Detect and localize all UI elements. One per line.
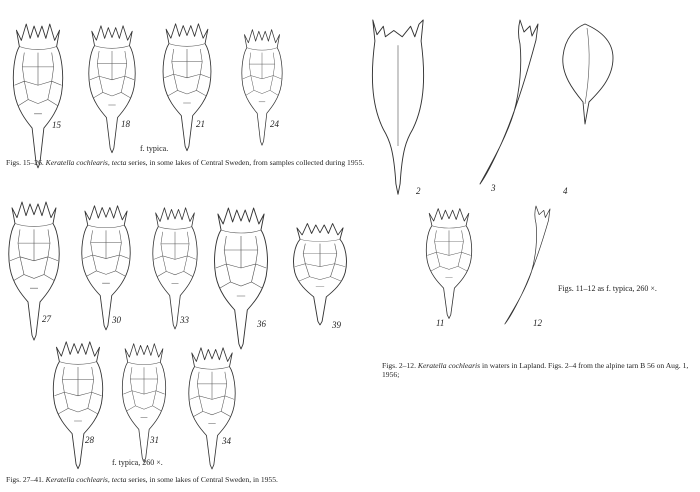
figure-39 — [294, 223, 347, 325]
caption-right-species: Keratella cochlearis — [417, 361, 481, 370]
caption-top-left-series: tecta — [111, 158, 127, 167]
caption-bottom-left-species: Keratella cochlearis, — [45, 475, 110, 484]
figure-label-34: 34 — [222, 436, 231, 446]
figure-21 — [163, 24, 211, 151]
caption-bottom-left — [6, 475, 386, 484]
figure-label-18: 18 — [121, 119, 130, 129]
figure-label-30: 30 — [112, 315, 121, 325]
figure-3 — [480, 20, 538, 184]
typica-label-bottom: f. typica, 260 ×. — [112, 458, 163, 467]
figure-label-28: 28 — [85, 435, 94, 445]
figure-label-11: 11 — [436, 318, 445, 328]
figure-label-21: 21 — [196, 119, 205, 129]
figure-label-24: 24 — [270, 119, 279, 129]
caption-top-left-rest: series, in some lakes of Central Sweden, from samples collected during 1955. — [128, 158, 365, 167]
caption-right-figs: Figs. 2–12. — [382, 361, 416, 370]
figure-28 — [53, 342, 102, 469]
figure-label-12: 12 — [533, 318, 542, 328]
figure-27 — [9, 202, 59, 340]
figure-18 — [89, 26, 135, 153]
figure-label-27: 27 — [42, 314, 51, 324]
caption-right-rest: in waters in Lapland. Figs. 2–4 from the alpine tarn B 56 on Aug. 1, 1956; — [382, 361, 689, 380]
figure-2 — [372, 20, 423, 194]
figure-33 — [153, 208, 197, 329]
figure-15 — [13, 24, 62, 168]
caption-top-left-species: Keratella cochlearis, — [45, 158, 110, 167]
caption-right — [382, 361, 694, 380]
figure-4 — [563, 24, 613, 124]
figs-11-12-note: Figs. 11–12 as f. typica, 260 ×. — [558, 284, 657, 293]
figure-12 — [505, 206, 550, 324]
caption-bottom-left-figs: Figs. 27–41. — [6, 475, 44, 484]
figure-label-33: 33 — [180, 315, 189, 325]
caption-top-left-figs: Figs. 15–26. — [6, 158, 44, 167]
typica-label-top: f. typica. — [140, 144, 169, 153]
figure-11 — [426, 209, 471, 319]
figure-30 — [82, 206, 130, 330]
caption-top-left — [6, 158, 366, 167]
figure-label-31: 31 — [150, 435, 159, 445]
caption-bottom-left-series: tecta — [111, 475, 127, 484]
figure-label-3: 3 — [491, 183, 496, 193]
figure-label-39: 39 — [332, 320, 341, 330]
figure-34 — [189, 348, 235, 469]
figure-label-36: 36 — [257, 319, 266, 329]
caption-bottom-left-rest: series, in some lakes of Central Sweden, in 1955. — [128, 475, 278, 484]
figure-31 — [122, 344, 165, 462]
figure-label-15: 15 — [52, 120, 61, 130]
figure-label-2: 2 — [416, 186, 421, 196]
figure-label-4: 4 — [563, 186, 568, 196]
